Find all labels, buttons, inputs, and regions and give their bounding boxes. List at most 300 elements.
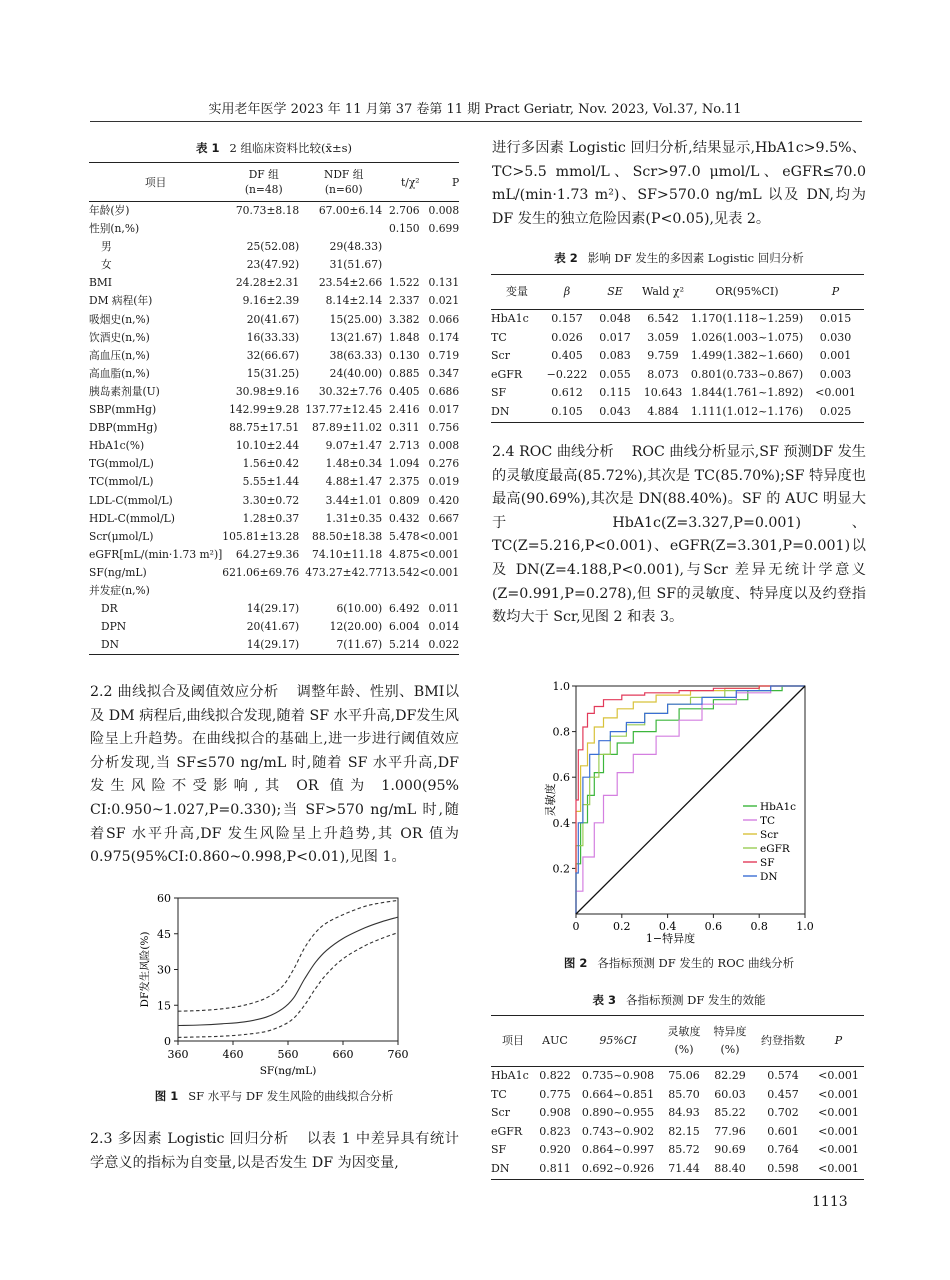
table1-cell-item: DN (101, 638, 119, 652)
table1-cell-stat: 4.875 (388, 547, 420, 561)
table1-row (89, 202, 459, 221)
table2-cell: <0.001 (815, 386, 856, 400)
table1-cell-stat: 1.848 (388, 330, 420, 344)
table1-cell-df: 1.56±0.42 (242, 457, 300, 471)
table2-cell: 0.801(0.733~0.867) (690, 367, 804, 381)
results-intro: 进行多因素 Logistic 回归分析,结果显示,HbA1c>9.5%、TC>5.5 mmol/L、Scr>97.0 μmol/L、eGFR≤70.0 mL/(min·1.73 m²)、SF>570.0 ng/mL 以及 DN,均为 DF 发生的独立危险因素(P<0.05),见表 2。 (492, 140, 866, 227)
table1-head-df-label: DF 组 (248, 168, 279, 181)
table1-cell-stat: 1.522 (388, 276, 420, 290)
table2 (491, 274, 864, 423)
table1-row (89, 311, 459, 329)
table1-cell-p: 0.022 (428, 638, 460, 652)
table3-cell: 0.601 (767, 1124, 799, 1138)
table1-cell-p: 0.719 (428, 348, 460, 362)
table1-row (89, 546, 459, 564)
figure2-xtick-label: 0.8 (750, 920, 768, 933)
table1-cell-p: <0.001 (419, 547, 460, 561)
figure2-ytick-label: 0.2 (552, 862, 570, 876)
table2-cell: 1.844(1.761~1.892) (690, 386, 804, 400)
table1-cell-df: 621.06±69.76 (222, 565, 300, 579)
table1-cell-df (222, 582, 305, 600)
figure1-title: SF 水平与 DF 发生风险的曲线拟合分析 (188, 1089, 394, 1103)
table1-cell-ndf: 7(11.67) (336, 638, 383, 652)
table3-cell: 0.764 (767, 1143, 799, 1157)
table1-cell-df: 64.27±9.36 (235, 547, 300, 561)
figure2-legend-label: HbA1c (760, 801, 797, 813)
table2-cell: 0.157 (551, 312, 583, 325)
table1-cell-df: 23(47.92) (246, 258, 300, 272)
table1-cell-ndf: 137.77±12.45 (305, 403, 383, 417)
table1-cell-ndf: 15(25.00) (329, 312, 383, 326)
table3-head-youden: 约登指数 (761, 1033, 805, 1047)
table3-head-auc: AUC (542, 1033, 568, 1047)
table2-cell: 0.055 (599, 367, 631, 381)
table1-cell-item: Scr(μmol/L) (89, 529, 154, 543)
table3-cell: <0.001 (818, 1143, 859, 1157)
table1-cell-item: SBP(mmHg) (89, 403, 157, 417)
table1-cell-stat: 0.405 (388, 384, 420, 398)
table1-label: 表 1 (196, 141, 220, 155)
table3-cell: 85.70 (668, 1087, 700, 1101)
table2-cell: 1.026(1.003~1.075) (690, 330, 804, 344)
table3-cell: <0.001 (818, 1161, 859, 1175)
table1-body (89, 202, 459, 655)
table1-cell-p: 0.131 (428, 276, 460, 290)
running-header: 实用老年医学 2023 年 11 月第 37 卷第 11 期 Pract Geriatr, Nov. 2023, Vol.37, No.11 (208, 102, 742, 117)
table3-title: 各指标预测 DF 发生的效能 (626, 993, 766, 1007)
table1-cell-stat: 6.492 (388, 602, 420, 616)
figure2-label: 图 2 (563, 956, 588, 970)
figure2-legend-label: SF (760, 857, 775, 869)
table1-cell-item: 性别(n,%) (89, 222, 140, 236)
table1-cell-stat: 1.094 (388, 457, 420, 471)
table1-row (89, 564, 459, 582)
table3-cell: 77.96 (714, 1124, 746, 1138)
section-2-2-heading: 2.2 曲线拟合及阈值效应分析 (90, 684, 279, 700)
table1-head-df-n: (n=48) (244, 183, 283, 196)
table1-cell-item: TG(mmol/L) (89, 457, 154, 471)
figure2-xtick-label: 0.4 (658, 920, 677, 933)
table2-header-row (491, 275, 864, 310)
table2-cell: 0.026 (551, 330, 583, 344)
table1-cell-stat: 0.432 (388, 511, 420, 525)
section-2-3-text: 以表 1 中差异具有统计学意义的指标为自变量,以是否发生 DF 为因变量, (90, 1131, 459, 1171)
table1-cell-item: DM 病程(年) (89, 294, 153, 308)
table3-label: 表 3 (592, 993, 616, 1007)
table3-cell: 90.69 (714, 1143, 746, 1157)
table1-cell-item: SF(ng/mL) (89, 565, 147, 579)
table1-cell-item: 女 (101, 258, 112, 272)
table1-cell-p: 0.347 (428, 366, 460, 380)
table3-cell: eGFR (491, 1124, 523, 1138)
figure2-legend-label: Scr (760, 829, 779, 841)
table1-cell-stat: 6.004 (388, 620, 420, 634)
table3-cell: 0.775 (539, 1087, 571, 1101)
table1-head-ndf-n: (n=60) (324, 183, 363, 196)
figure1-ci-line (178, 900, 398, 1011)
table3-row (491, 1141, 864, 1160)
section-2-4 (492, 441, 866, 630)
table1-title: 2 组临床资料比较(x̄±s) (229, 141, 352, 155)
table1-row (89, 256, 459, 274)
table2-cell: 3.059 (647, 330, 679, 344)
table1-cell-df: 5.55±1.44 (242, 475, 300, 489)
table1-cell-df: 9.16±2.39 (242, 294, 300, 308)
table1-cell-p (420, 238, 460, 256)
figure1-ytick-label: 30 (157, 963, 171, 977)
table3-cell: HbA1c (491, 1069, 529, 1082)
figure1-label: 图 1 (154, 1089, 179, 1103)
table1-cell-p: 0.014 (428, 620, 460, 634)
table1-cell-df: 14(29.17) (246, 602, 300, 616)
figure2-caption (492, 955, 866, 971)
table1-cell-df: 3.30±0.72 (242, 493, 300, 507)
table1-head-ndf (305, 163, 382, 202)
table2-label: 表 2 (554, 251, 578, 265)
table3-cell: 0.908 (539, 1106, 571, 1120)
table1-row (89, 618, 459, 636)
section-2-4-text: ROC 曲线分析显示,SF 预测DF 发生的灵敏度最高(85.72%),其次是 TC(85.70%);SF 特异度也最高(90.69%),其次是 DN(88.40%)。SF 的 AUC 明显大于 HbA1c(Z=3.327,P=0.001)、TC(Z=5.216,P<0.001)、eGFR(Z=3.301,P=0.001)以及 DN(Z=4.188,P<0.001),与Scr 差异无统计学意义(Z=0.991,P=0.278),但 SF的灵敏度、特异度以及约登指数均大于 Scr,见图 2 和表 3。 (492, 444, 866, 626)
table1-row (89, 473, 459, 491)
figure2-plot (543, 680, 814, 945)
table1-row (89, 274, 459, 292)
table3-head-sens-label: 灵敏度 (667, 1025, 701, 1038)
table1-cell-p: 0.008 (428, 204, 460, 217)
table3-cell: 0.920 (539, 1143, 571, 1157)
table2-cell: 0.001 (819, 349, 852, 363)
table1-row (89, 510, 459, 528)
table3-cell: <0.001 (818, 1069, 859, 1082)
table2-cell: TC (491, 330, 507, 344)
table1-cell-ndf: 12(20.00) (329, 620, 383, 634)
table1-cell-df: 20(41.67) (246, 620, 300, 634)
table1-cell-df: 15(31.25) (246, 366, 300, 380)
table1-cell-df: 32(66.67) (246, 348, 300, 362)
figure1-xtick-label: 560 (277, 1048, 299, 1061)
table3-cell: SF (491, 1143, 507, 1157)
table2-row (491, 384, 864, 403)
table1-cell-ndf: 6(10.00) (336, 602, 383, 616)
table2-head-or: OR(95%CI) (715, 284, 779, 298)
table1-row (89, 238, 459, 256)
table3-cell: 0.664~0.851 (581, 1087, 655, 1101)
table1-cell-item: 胰岛素剂量(U) (89, 384, 160, 398)
figure2-ylabel: 灵敏度 (544, 783, 557, 817)
table2-cell: 0.612 (551, 386, 583, 400)
table2-row (491, 329, 864, 348)
figure2-xtick-label: 0.2 (613, 920, 631, 933)
table1-row (89, 220, 459, 238)
table1-cell-item: 男 (101, 240, 112, 254)
table3-cell: 71.44 (668, 1161, 700, 1175)
table2-body (491, 310, 864, 423)
table1-row (89, 437, 459, 455)
table3-cell: DN (491, 1161, 510, 1175)
table1-cell-p: <0.001 (419, 529, 460, 543)
table3-head-sens-unit: (%) (674, 1043, 694, 1056)
table1-cell-ndf (305, 220, 382, 238)
table1-row (89, 419, 459, 437)
table1 (89, 162, 459, 655)
figure2-ytick-label: 0.8 (552, 725, 570, 739)
table3-cell: 82.29 (714, 1069, 746, 1082)
table1-cell-ndf: 74.10±11.18 (312, 547, 383, 561)
table3-row (491, 1067, 864, 1086)
table1-cell-stat: 2.706 (388, 204, 420, 217)
table1-cell-p: 0.420 (428, 493, 460, 507)
table1-cell-ndf: 30.32±7.76 (318, 384, 383, 398)
table2-cell: 0.015 (819, 312, 852, 325)
table1-cell-ndf: 29(48.33) (329, 240, 383, 254)
table1-cell-ndf: 4.88±1.47 (325, 475, 383, 489)
table1-cell-stat: 5.478 (388, 529, 420, 543)
table2-cell: 0.405 (551, 349, 583, 363)
table1-cell-p: 0.667 (428, 511, 460, 525)
figure2-legend-label: eGFR (760, 843, 790, 855)
table1-cell-item: 高血脂(n,%) (89, 366, 150, 380)
table3-cell: 60.03 (714, 1087, 746, 1101)
table1-cell-ndf: 87.89±11.02 (312, 421, 383, 435)
figure1-xtick-label: 760 (387, 1048, 409, 1061)
table3-head-p: P (834, 1033, 843, 1047)
table1-cell-ndf: 31(51.67) (329, 258, 383, 272)
table1-row (89, 383, 459, 401)
table1-row (89, 492, 459, 510)
table3-row (491, 1086, 864, 1105)
table2-head-se: SE (607, 284, 623, 298)
table1-cell-p (420, 582, 460, 600)
figure1-ytick-label: 60 (157, 892, 171, 905)
table1-row (89, 365, 459, 383)
table1-cell-stat: 2.337 (388, 294, 420, 308)
table1-cell-ndf: 24(40.00) (329, 366, 383, 380)
table2-cell: 0.030 (819, 330, 852, 344)
table1-cell-df: 88.75±17.51 (229, 421, 300, 435)
table1-row (89, 455, 459, 473)
table2-cell: 1.111(1.012~1.176) (690, 404, 804, 418)
table1-cell-stat: 0.885 (388, 366, 420, 380)
table2-row (491, 347, 864, 366)
table1-cell-p: 0.008 (428, 439, 460, 453)
table1-header-row (89, 163, 459, 202)
table1-row (89, 600, 459, 618)
table3-cell: 0.702 (767, 1106, 799, 1120)
table1-cell-df: 1.28±0.37 (242, 511, 300, 525)
table1-cell-df: 24.28±2.31 (235, 276, 300, 290)
table1-cell-stat: 13.542 (382, 565, 420, 579)
figure1-xlabel: SF(ng/mL) (259, 1065, 317, 1077)
table1-cell-ndf: 67.00±6.14 (318, 204, 383, 217)
table2-head-p: P (831, 284, 840, 298)
table1-cell-item: 饮酒史(n,%) (89, 330, 150, 344)
table1-cell-item: 高血压(n,%) (89, 348, 150, 362)
table1-head-ndf-label: NDF 组 (324, 168, 364, 181)
table1-row (89, 347, 459, 365)
table1-cell-p: 0.276 (428, 457, 460, 471)
table1-caption (90, 140, 458, 156)
table2-cell: 10.643 (643, 386, 683, 400)
figure1-ytick-label: 45 (157, 927, 171, 941)
table1-cell-stat (382, 238, 419, 256)
table1-cell-ndf: 1.48±0.34 (325, 457, 383, 471)
table1-cell-item: eGFR[mL/(min·1.73 m²)] (89, 547, 223, 561)
table3-cell: 0.743~0.902 (581, 1124, 655, 1138)
table1-cell-item: LDL-C(mmol/L) (89, 493, 173, 507)
table3 (491, 1015, 864, 1180)
table3-cell: 0.574 (767, 1069, 799, 1082)
table3-cell: 84.93 (668, 1106, 700, 1120)
table3-cell: 0.823 (539, 1124, 571, 1138)
table1-cell-df (222, 220, 305, 238)
figure2-ytick-label: 1.0 (552, 680, 570, 693)
table2-head-beta: β (563, 284, 571, 298)
table2-cell: 0.003 (819, 367, 852, 381)
figure1-plot (138, 892, 409, 1077)
table1-head-stat: t/χ² (400, 175, 420, 189)
table1-cell-p: 0.017 (428, 403, 460, 417)
figure1-ylabel: DF发生风险(%) (139, 931, 151, 1008)
header-rule (90, 121, 862, 122)
figure1-ytick-label: 0 (164, 1035, 171, 1048)
table1-cell-df: 70.73±8.18 (235, 204, 300, 217)
table3-cell: 85.72 (668, 1143, 700, 1157)
table3-body (491, 1067, 864, 1180)
table1-cell-stat: 0.311 (388, 421, 420, 435)
figure1-fit-line (178, 917, 398, 1025)
figure2-xtick-label: 1.0 (796, 920, 814, 933)
table3-cell: 0.864~0.997 (581, 1143, 655, 1157)
section-2-2-text: 调整年龄、性别、BMI以及 DM 病程后,曲线拟合发现,随着 SF 水平升高,DF发生风险呈上升趋势。在曲线拟合的基础上,进一步进行阈值效应分析发现,当 SF≤570 ng/mL 时,随着 SF 水平升高,DF 发生风险不受影响,其 OR 值为 1.000(95% CI:0.950~1.027,P=0.330);当 SF>570 ng/mL 时,随着SF 水平升高,DF 发生风险呈上升趋势,其 OR 值为0.975(95%CI:0.860~0.998,P<0.01),见图 1。 (90, 684, 460, 866)
table2-cell: SF (491, 386, 507, 400)
table1-head-df (222, 163, 305, 202)
table1-cell-p: 0.066 (428, 312, 460, 326)
table2-row (491, 403, 864, 422)
table3-head-item: 项目 (502, 1033, 524, 1047)
table3-cell: 82.15 (668, 1124, 700, 1138)
table3-cell: Scr (491, 1106, 510, 1120)
figure2-legend-label: DN (760, 871, 778, 883)
table1-cell-item: DBP(mmHg) (89, 421, 158, 435)
table1-head-item: 项目 (144, 175, 167, 189)
table1-cell-df: 105.81±13.28 (222, 529, 300, 543)
table1-cell-p: 0.756 (428, 421, 460, 435)
table1-cell-ndf: 13(21.67) (329, 330, 383, 344)
figure1-xtick-label: 660 (332, 1048, 354, 1061)
figure1-caption (90, 1088, 458, 1104)
table1-cell-item: HbA1c(%) (89, 439, 145, 453)
table2-head-var: 变量 (506, 284, 528, 298)
table3-row (491, 1123, 864, 1142)
table2-cell: DN (491, 404, 510, 418)
table3-cell: 88.40 (714, 1161, 746, 1175)
table2-cell: 9.759 (647, 349, 679, 363)
table1-cell-item: BMI (89, 276, 113, 290)
table1-cell-item: 吸烟史(n,%) (89, 312, 150, 326)
table2-row (491, 310, 864, 329)
table1-cell-ndf: 8.14±2.14 (325, 294, 383, 308)
figure2-ytick-label: 0.6 (552, 771, 570, 785)
figure1-xtick-label: 460 (222, 1048, 244, 1061)
table2-head-wald: Wald χ² (641, 284, 685, 298)
figure2-xtick-label: 0 (572, 920, 580, 933)
figure2-xlabel: 1−特异度 (645, 932, 696, 945)
table2-cell: −0.222 (546, 367, 588, 381)
figure1-ci-line (178, 933, 398, 1038)
table1-cell-ndf: 23.54±2.66 (318, 276, 383, 290)
table3-head-spec (707, 1016, 753, 1067)
table1-cell-stat: 0.150 (388, 222, 420, 236)
table1-row (89, 401, 459, 419)
table1-cell-df: 16(33.33) (246, 330, 300, 344)
section-2-3 (90, 1128, 459, 1175)
table3-cell: <0.001 (818, 1087, 859, 1101)
table2-cell: 0.025 (819, 404, 852, 418)
table1-cell-stat: 0.130 (388, 348, 420, 362)
table1-cell-stat: 2.375 (388, 475, 420, 489)
table1-cell-ndf: 38(63.33) (329, 348, 383, 362)
table1-cell-item: TC(mmol/L) (89, 475, 154, 489)
table2-cell: 0.083 (599, 349, 631, 363)
table3-head-sens (661, 1016, 707, 1067)
table1-row (89, 292, 459, 310)
table2-cell: Scr (491, 349, 510, 363)
table3-cell: 0.457 (767, 1087, 799, 1101)
table1-cell-ndf (305, 582, 382, 600)
table2-cell: 0.017 (599, 330, 631, 344)
figure2-xtick-label: 0.6 (704, 920, 723, 933)
table1-cell-item: 年龄(岁) (89, 204, 130, 217)
table3-header-row (491, 1016, 864, 1067)
table2-row (491, 366, 864, 385)
table1-head-p: P (451, 175, 460, 189)
table1-row (89, 636, 459, 655)
table1-cell-ndf: 88.50±18.38 (312, 529, 383, 543)
table3-row (491, 1160, 864, 1179)
table3-cell: 0.735~0.908 (581, 1069, 655, 1082)
table1-cell-stat (382, 582, 419, 600)
table2-cell: 8.073 (647, 367, 679, 381)
table3-caption (492, 992, 866, 1008)
table1-cell-p (420, 256, 460, 274)
table2-title: 影响 DF 发生的多因素 Logistic 回归分析 (587, 251, 804, 265)
table1-cell-stat: 0.809 (388, 493, 420, 507)
table2-cell: 6.542 (647, 312, 679, 325)
table3-cell: 75.06 (668, 1069, 700, 1082)
table3-head-spec-unit: (%) (720, 1043, 740, 1056)
table1-cell-ndf: 1.31±0.35 (325, 511, 383, 525)
table3-cell: 0.811 (539, 1161, 571, 1175)
table3-head-ci: 95%CI (599, 1033, 637, 1047)
table2-cell: 0.115 (599, 386, 631, 400)
table3-row (491, 1104, 864, 1123)
table1-cell-p: 0.699 (428, 222, 460, 236)
table2-cell: 0.043 (599, 404, 631, 418)
figure2-chart (540, 676, 830, 946)
table1-cell-p: 0.686 (428, 384, 460, 398)
table1-cell-item: DPN (101, 620, 127, 634)
table1-cell-item: DR (101, 602, 118, 616)
table1-cell-item: 并发症(n,%) (89, 583, 150, 597)
table1-row (89, 582, 459, 600)
table3-cell: <0.001 (818, 1106, 859, 1120)
table1-cell-item: HDL-C(mmol/L) (89, 511, 175, 525)
section-2-3-heading: 2.3 多因素 Logistic 回归分析 (90, 1131, 289, 1147)
table1-cell-p: <0.001 (419, 565, 460, 579)
table3-cell: 85.22 (714, 1106, 746, 1120)
table1-cell-stat (382, 256, 419, 274)
table3-head-spec-label: 特异度 (713, 1025, 747, 1038)
table2-cell: HbA1c (491, 312, 529, 325)
